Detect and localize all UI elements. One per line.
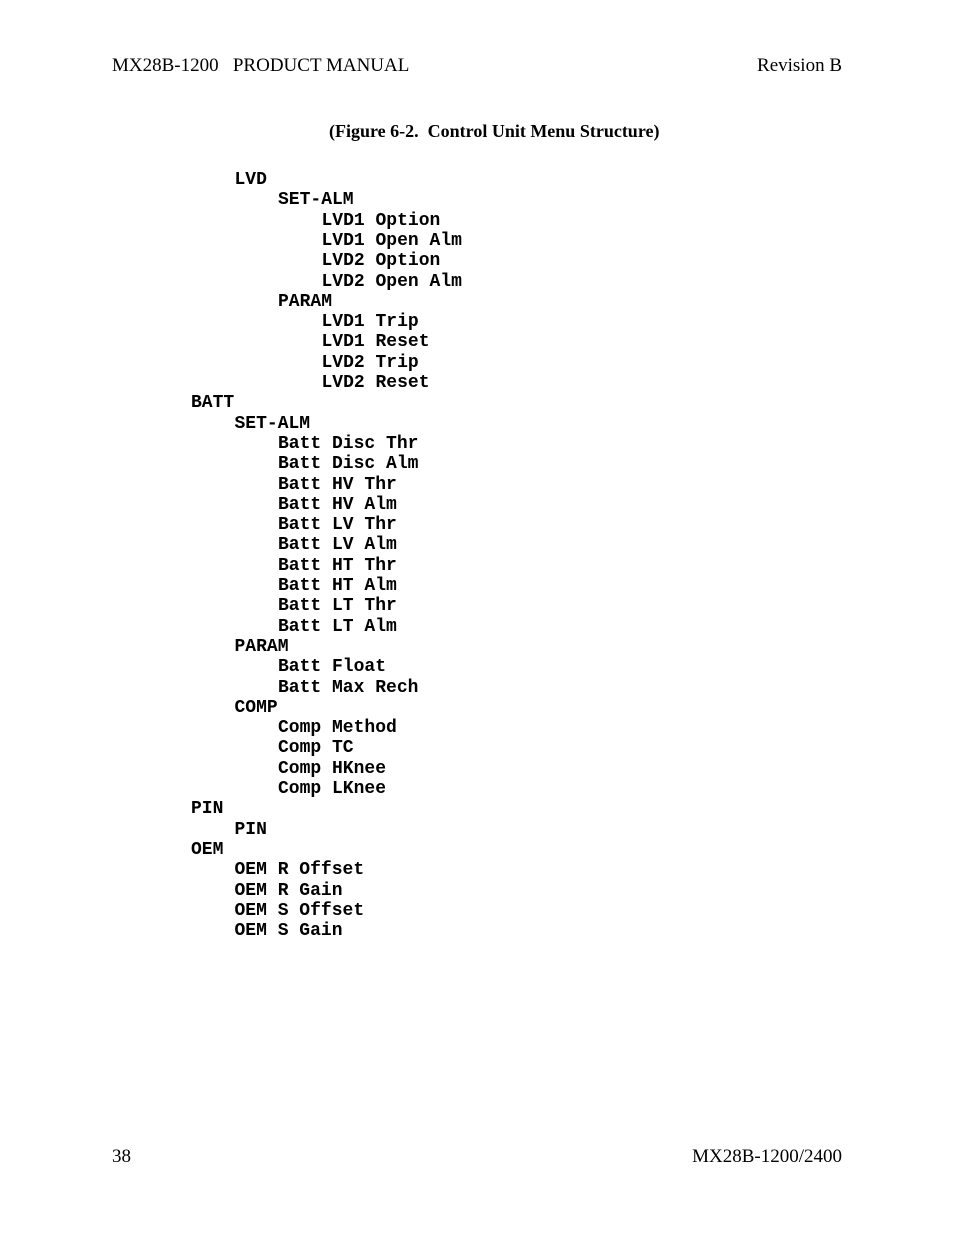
menu-item-level-2: Batt Float	[278, 657, 387, 678]
menu-item-level-3: LVD1 Open Alm	[321, 230, 462, 251]
menu-item-level-2: Batt HT Alm	[278, 576, 397, 596]
menu-item-level-2: Batt Disc Alm	[278, 454, 419, 475]
menu-item-level-2: Batt Max Rech	[278, 677, 419, 698]
footer-model: MX28B-1200/2400	[692, 1146, 842, 1167]
menu-item-level-0: BATT	[191, 393, 235, 414]
menu-item-level-3: LVD2 Option	[321, 251, 441, 272]
menu-item-level-1: PARAM	[234, 636, 289, 657]
menu-item-level-1: LVD	[234, 170, 267, 190]
menu-item-level-1: COMP	[234, 697, 278, 718]
menu-item-level-2: Comp HKnee	[278, 758, 387, 779]
menu-item-level-0: OEM	[191, 839, 224, 860]
menu-item-level-3: LVD1 Reset	[321, 332, 430, 353]
menu-item-level-2: Batt HT Thr	[278, 555, 397, 576]
menu-item-level-1: OEM S Gain	[234, 921, 343, 942]
header-revision: Revision B	[757, 55, 842, 76]
menu-item-level-3: LVD2 Reset	[321, 373, 430, 393]
menu-item-level-3: LVD2 Open Alm	[321, 271, 462, 292]
menu-item-level-0: PIN	[191, 799, 224, 820]
menu-item-level-2: Comp LKnee	[278, 779, 387, 799]
menu-item-level-2: Batt LT Alm	[278, 616, 397, 637]
menu-item-level-1: PIN	[234, 819, 267, 840]
menu-item-level-2: Batt LV Thr	[278, 515, 397, 536]
menu-item-level-1: SET-ALM	[234, 413, 311, 434]
menu-item-level-2: SET-ALM	[278, 190, 354, 211]
menu-item-level-1: OEM R Gain	[234, 880, 343, 901]
menu-item-level-2: Batt LT Thr	[278, 596, 397, 617]
menu-item-level-2: Batt LV Alm	[278, 535, 397, 556]
menu-item-level-2: Batt Disc Thr	[278, 433, 419, 454]
figure-caption: (Figure 6-2. Control Unit Menu Structure)	[329, 121, 660, 141]
menu-item-level-3: LVD1 Option	[321, 210, 441, 231]
menu-item-level-2: Batt HV Alm	[278, 494, 397, 515]
menu-item-level-2: Comp Method	[278, 718, 397, 739]
page-number: 38	[112, 1146, 131, 1167]
header-title: MX28B-1200 PRODUCT MANUAL	[112, 55, 410, 76]
menu-item-level-2: Batt HV Thr	[278, 474, 397, 495]
menu-item-level-2: Comp TC	[278, 738, 354, 759]
menu-item-level-1: OEM R Offset	[234, 860, 365, 881]
menu-item-level-3: LVD1 Trip	[321, 312, 419, 333]
menu-item-level-1: OEM S Offset	[234, 900, 365, 921]
menu-item-level-3: LVD2 Trip	[321, 352, 419, 373]
menu-item-level-2: PARAM	[278, 291, 333, 312]
